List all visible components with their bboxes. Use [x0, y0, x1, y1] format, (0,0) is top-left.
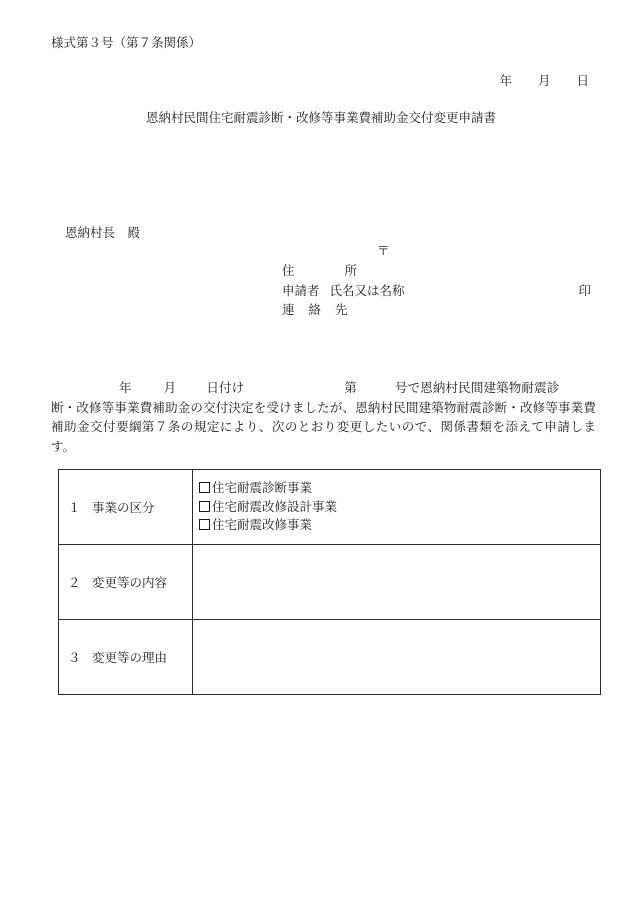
postal-mark: 〒 — [377, 243, 390, 258]
checkbox-icon[interactable] — [199, 519, 210, 530]
contact-label: 連 絡 先 — [282, 302, 348, 317]
table-row — [59, 620, 601, 695]
date-day-label: 日 — [576, 73, 589, 88]
body-first-line: 年 月 日付け 第 号で恩納村民間建築物耐震診 — [119, 380, 560, 395]
date-month-label: 月 — [537, 73, 551, 88]
row-label-category: １ 事業の区分 — [59, 470, 193, 545]
checkbox-icon[interactable] — [199, 501, 210, 512]
application-table — [58, 469, 601, 695]
applicant-label: 申請者 — [282, 283, 320, 298]
form-number: 様式第３号（第７条関係） — [51, 35, 202, 50]
recipient: 恩納村長 殿 — [65, 225, 141, 240]
address-label: 住 所 — [282, 263, 358, 278]
category-options — [193, 470, 601, 545]
date-line — [499, 75, 589, 88]
document-title: 恩納村民間住宅耐震診断・改修等事業費補助金交付変更申請書 — [145, 110, 496, 125]
row-label-change-reason: ３ 変更等の理由 — [59, 620, 193, 695]
table-row — [59, 545, 601, 620]
option-retrofit-work[interactable]: 住宅耐震改修事業 — [199, 516, 600, 535]
change-reason-field[interactable] — [193, 620, 601, 695]
applicant-name-label — [282, 285, 405, 298]
date-year-label: 年 — [499, 73, 512, 88]
option-seismic-diagnosis[interactable]: 住宅耐震診断事業 — [199, 479, 600, 498]
table-row — [59, 470, 601, 545]
checkbox-icon[interactable] — [199, 482, 210, 493]
body-text — [51, 378, 596, 456]
seal-mark: 印 — [578, 283, 591, 298]
name-label: 氏名又は名称 — [329, 283, 405, 298]
body-continuation: 断・改修等事業費補助金の交付決定を受けましたが、恩納村民間建築物耐震診断・改修等事業費補助金交付要綱第７条の規定により、次のとおり変更したいので、関係書類を添えて申請します。 — [51, 399, 596, 454]
change-content-field[interactable] — [193, 545, 601, 620]
row-label-change-content: ２ 変更等の内容 — [59, 545, 193, 620]
option-retrofit-design[interactable]: 住宅耐震改修設計事業 — [199, 498, 600, 517]
